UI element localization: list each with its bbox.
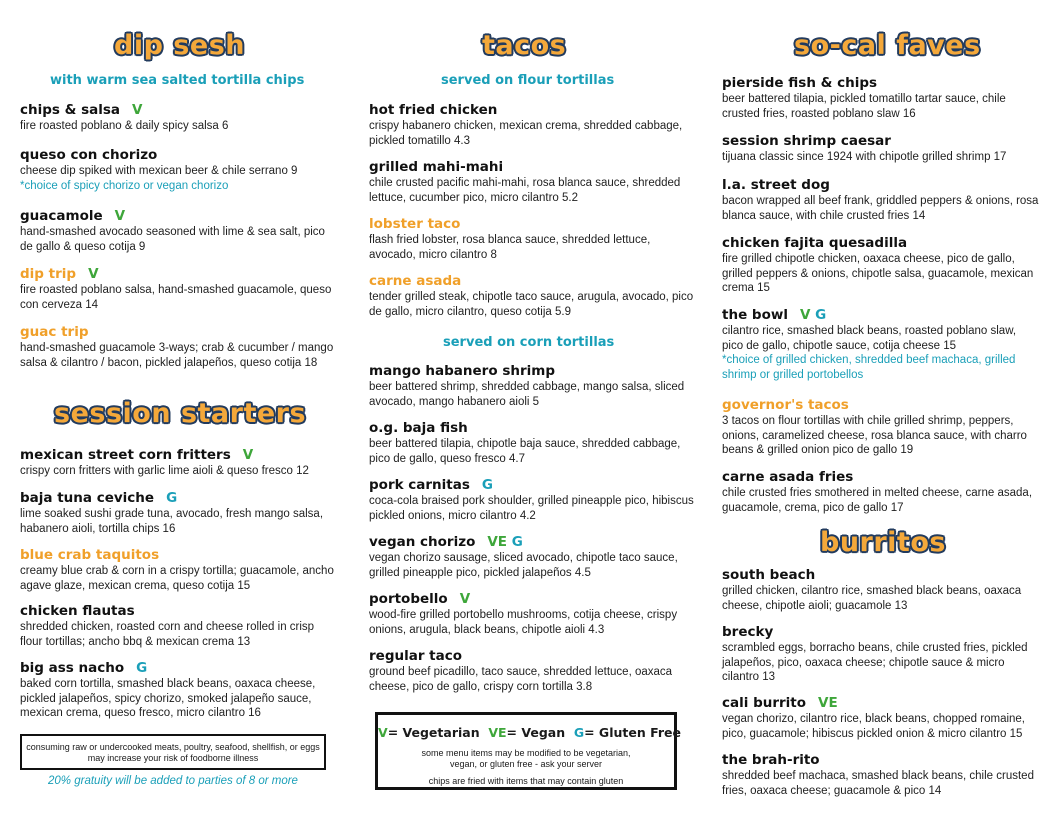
item-desc: chile crusted pacific mahi-mahi, rosa blanca sauce, shredded lettuce, cucumber pico, micro cilantro 5.2 bbox=[369, 177, 681, 204]
item-note: *choice of grilled chicken, shredded beef machaca, grilled shrimp or grilled portobellos bbox=[722, 354, 1016, 381]
item-desc: fire roasted poblano & daily spicy salsa 6 bbox=[20, 120, 229, 132]
item-name: chips & salsa bbox=[20, 102, 121, 118]
item-desc: shredded beef machaca, smashed black beans, chile crusted fries, oaxaca cheese; guacamole & pico 14 bbox=[722, 770, 1034, 797]
item-name: vegan chorizo bbox=[369, 534, 476, 550]
item-desc: cilantro rice, smashed black beans, roasted poblano slaw, pico de gallo, chipotle sauce, cotija cheese 15 bbox=[722, 325, 1017, 352]
menu-item bbox=[20, 660, 338, 721]
gratuity-note: 20% gratuity will be added to parties of 8 or more bbox=[48, 775, 298, 787]
tag-badge: VE bbox=[818, 695, 838, 711]
menu-item bbox=[369, 420, 694, 466]
item-name: guac trip bbox=[20, 324, 89, 340]
tag-badge: V bbox=[242, 447, 254, 463]
item-desc: flash fried lobster, rosa blanca sauce, shredded lettuce, avocado, micro cilantro 8 bbox=[369, 234, 651, 261]
item-name: cali burrito bbox=[722, 695, 807, 711]
menu-item bbox=[722, 567, 1040, 613]
item-name: session shrimp caesar bbox=[722, 133, 891, 149]
item-name: governor's tacos bbox=[722, 397, 849, 413]
menu-item bbox=[722, 752, 1040, 798]
item-name: carne asada bbox=[369, 273, 462, 289]
item-name: carne asada fries bbox=[722, 469, 854, 485]
item-name: guacamole bbox=[20, 208, 103, 224]
tag-badge: G bbox=[136, 660, 148, 676]
legend-ve-key: VE bbox=[488, 725, 507, 740]
menu-item bbox=[722, 75, 1040, 121]
menu-item bbox=[20, 547, 338, 593]
tag-badge: G bbox=[166, 490, 178, 506]
item-desc: wood-fire grilled portobello mushrooms, cotija cheese, crispy onions, arugula, black beans, chipotle aioli 4.3 bbox=[369, 609, 678, 636]
item-name: the bowl bbox=[722, 307, 788, 323]
item-desc: crispy habanero chicken, mexican crema, shredded cabbage, pickled tomatillo 4.3 bbox=[369, 120, 683, 147]
item-name: queso con chorizo bbox=[20, 147, 158, 163]
menu-item bbox=[369, 102, 694, 148]
item-name: south beach bbox=[722, 567, 816, 583]
menu-item bbox=[20, 266, 338, 312]
item-desc: cheese dip spiked with mexican beer & chile serrano 9 bbox=[20, 165, 298, 177]
menu-item bbox=[369, 591, 694, 637]
item-desc: tender grilled steak, chipotle taco sauce, arugula, avocado, pico de gallo, micro cilantro, queso cotija 5.9 bbox=[369, 291, 694, 318]
item-name: mexican street corn fritters bbox=[20, 447, 231, 463]
tag-badge: VE G bbox=[487, 534, 523, 550]
item-name: pierside fish & chips bbox=[722, 75, 878, 91]
socal-faves-title: so-cal faves bbox=[794, 30, 981, 61]
menu-item bbox=[20, 490, 338, 536]
burritos-title: burritos bbox=[820, 527, 946, 558]
dietary-legend-box bbox=[375, 712, 681, 790]
item-desc: vegan chorizo, cilantro rice, black beans, chopped romaine, pico, guacamole; hibiscus pickled onion & micro cilantro 15 bbox=[722, 713, 1026, 740]
item-name: hot fried chicken bbox=[369, 102, 498, 118]
item-name: chicken flautas bbox=[20, 603, 135, 619]
item-desc: shredded chicken, roasted corn and cheese rolled in crisp flour tortillas; ancho bbq & mexican crema 13 bbox=[20, 621, 315, 648]
item-name: l.a. street dog bbox=[722, 177, 830, 193]
menu-item bbox=[722, 624, 1040, 685]
menu-item bbox=[722, 695, 1040, 741]
menu-item bbox=[20, 208, 338, 254]
item-desc: grilled chicken, cilantro rice, smashed black beans, oaxaca cheese, chipotle aioli; guacamole 13 bbox=[722, 585, 1022, 612]
menu-item bbox=[20, 147, 338, 193]
legend-v-key: V bbox=[378, 725, 388, 740]
tag-badge: V bbox=[88, 266, 99, 282]
item-name: the brah-rito bbox=[722, 752, 820, 768]
legend-ve-text: = Vegan bbox=[506, 725, 566, 740]
item-desc: hand-smashed guacamole 3-ways; crab & cucumber / mango salsa & cilantro / bacon, pickled jalapeños, queso cotija 18 bbox=[20, 342, 334, 369]
menu-item bbox=[20, 324, 338, 370]
item-desc: ground beef picadillo, taco sauce, shredded lettuce, oaxaca cheese, pico de gallo, crispy corn tortilla 3.8 bbox=[369, 666, 673, 693]
item-desc: scrambled eggs, borracho beans, chile crusted fries, pickled jalapeños, pico, oaxaca cheese; chipotle sauce & micro cilantro 13 bbox=[722, 642, 1028, 683]
item-desc: lime soaked sushi grade tuna, avocado, fresh mango salsa, habanero aioli, tortilla chips 16 bbox=[20, 508, 324, 535]
dietary-legend bbox=[378, 725, 681, 740]
tag-badge: V bbox=[459, 591, 471, 607]
menu-item bbox=[722, 235, 1040, 296]
item-note: *choice of spicy chorizo or vegan chorizo bbox=[20, 179, 229, 192]
item-desc: 3 tacos on flour tortillas with chile grilled shrimp, peppers, onions, caramelized cheese, rosa blanca sauce, with charro beans & grilled onion pico de gallo 19 bbox=[722, 415, 1027, 456]
item-name: blue crab taquitos bbox=[20, 547, 160, 563]
item-desc: fire roasted poblano salsa, hand-smashed guacamole, queso con cerveza 14 bbox=[20, 284, 332, 311]
menu-item bbox=[369, 648, 694, 694]
tacos-title: tacos bbox=[482, 30, 567, 61]
menu-item bbox=[369, 216, 694, 262]
item-name: o.g. baja fish bbox=[369, 420, 468, 436]
menu-item bbox=[369, 273, 694, 319]
tag-badge: V bbox=[114, 208, 126, 224]
legend-line-3: chips are fried with items that may contain gluten bbox=[428, 776, 624, 786]
item-desc: bacon wrapped all beef frank, griddled peppers & onions, rosa blanca sauce, with chile crusted fries 14 bbox=[722, 195, 1039, 222]
session-starters-title: session starters bbox=[54, 398, 307, 429]
item-name: lobster taco bbox=[369, 216, 461, 232]
item-name: big ass nacho bbox=[20, 660, 125, 676]
item-desc: creamy blue crab & corn in a crispy tortilla; guacamole, ancho agave glaze, mexican crema, queso cotija 15 bbox=[20, 565, 334, 592]
flour-subtitle: served on flour tortillas bbox=[441, 73, 615, 88]
menu-item bbox=[369, 363, 694, 409]
item-name: dip trip bbox=[20, 266, 77, 282]
menu-item bbox=[722, 133, 1040, 165]
tag-badge: V G bbox=[799, 307, 827, 323]
item-desc: hand-smashed avocado seasoned with lime & sea salt, pico de gallo & queso cotija 9 bbox=[20, 226, 325, 253]
item-name: chicken fajita quesadilla bbox=[722, 235, 908, 251]
menu-item bbox=[722, 469, 1040, 515]
menu-item bbox=[20, 102, 338, 134]
menu-item bbox=[722, 307, 1040, 382]
item-name: pork carnitas bbox=[369, 477, 470, 493]
legend-g-key: G bbox=[573, 725, 585, 740]
item-desc: coca-cola braised pork shoulder, grilled pineapple pico, hibiscus pickled onions, micro cilantro 4.2 bbox=[369, 495, 694, 522]
item-desc: chile crusted fries smothered in melted cheese, carne asada, guacamole, crema, pico de gallo 17 bbox=[722, 487, 1033, 514]
item-desc: crispy corn fritters with garlic lime aioli & queso fresco 12 bbox=[20, 465, 309, 477]
corn-subtitle: served on corn tortillas bbox=[443, 335, 615, 350]
menu-item bbox=[722, 177, 1040, 223]
food-warning-box: consuming raw or undercooked meats, poultry, seafood, shellfish, or eggs may increase your risk of foodborne illness bbox=[20, 734, 326, 770]
item-name: regular taco bbox=[369, 648, 463, 664]
tag-badge: G bbox=[481, 477, 493, 493]
legend-g-text: = Gluten Free bbox=[584, 725, 681, 740]
item-name: brecky bbox=[722, 624, 774, 640]
menu-item bbox=[369, 477, 694, 523]
legend-line-2: vegan, or gluten free - ask your server bbox=[449, 759, 603, 769]
menu-item bbox=[20, 447, 338, 479]
legend-line-1: some menu items may be modified to be vegetarian, bbox=[421, 748, 631, 758]
item-desc: vegan chorizo sausage, sliced avocado, chipotle taco sauce, grilled pineapple pico, pickled jalapeños 4.5 bbox=[369, 552, 678, 579]
item-desc: beer battered tilapia, pickled tomatillo tartar sauce, chile crusted fries, roasted poblano slaw 16 bbox=[722, 93, 1006, 120]
legend-v-text: = Vegetarian bbox=[387, 725, 480, 740]
item-name: grilled mahi-mahi bbox=[369, 159, 504, 175]
item-name: baja tuna ceviche bbox=[20, 490, 155, 506]
menu-item bbox=[20, 603, 338, 649]
item-name: mango habanero shrimp bbox=[369, 363, 555, 379]
item-desc: tijuana classic since 1924 with chipotle grilled shrimp 17 bbox=[722, 151, 1007, 163]
item-name: portobello bbox=[369, 591, 448, 607]
item-desc: beer battered tilapia, chipotle baja sauce, shredded cabbage, pico de gallo, queso fresco 4.7 bbox=[369, 438, 681, 465]
item-desc: beer battered shrimp, shredded cabbage, mango salsa, sliced avocado, mango habanero aioli 5 bbox=[369, 381, 685, 408]
dip-sesh-title: dip sesh bbox=[114, 30, 245, 61]
item-desc: fire grilled chipotle chicken, oaxaca cheese, pico de gallo, grilled peppers & onions, chipotle salsa, guacamole, mexican crema 15 bbox=[722, 253, 1034, 294]
tag-badge: V bbox=[132, 102, 143, 118]
menu-item bbox=[369, 159, 694, 205]
dip-subtitle: with warm sea salted tortilla chips bbox=[50, 73, 305, 88]
menu-item bbox=[369, 534, 694, 580]
item-desc: baked corn tortilla, smashed black beans, oaxaca cheese, pickled jalapeños, spicy chorizo, smoked jalapeño sauce, mexican crema, queso fresco, micro cilantro 16 bbox=[20, 678, 316, 719]
menu-item bbox=[722, 397, 1040, 458]
